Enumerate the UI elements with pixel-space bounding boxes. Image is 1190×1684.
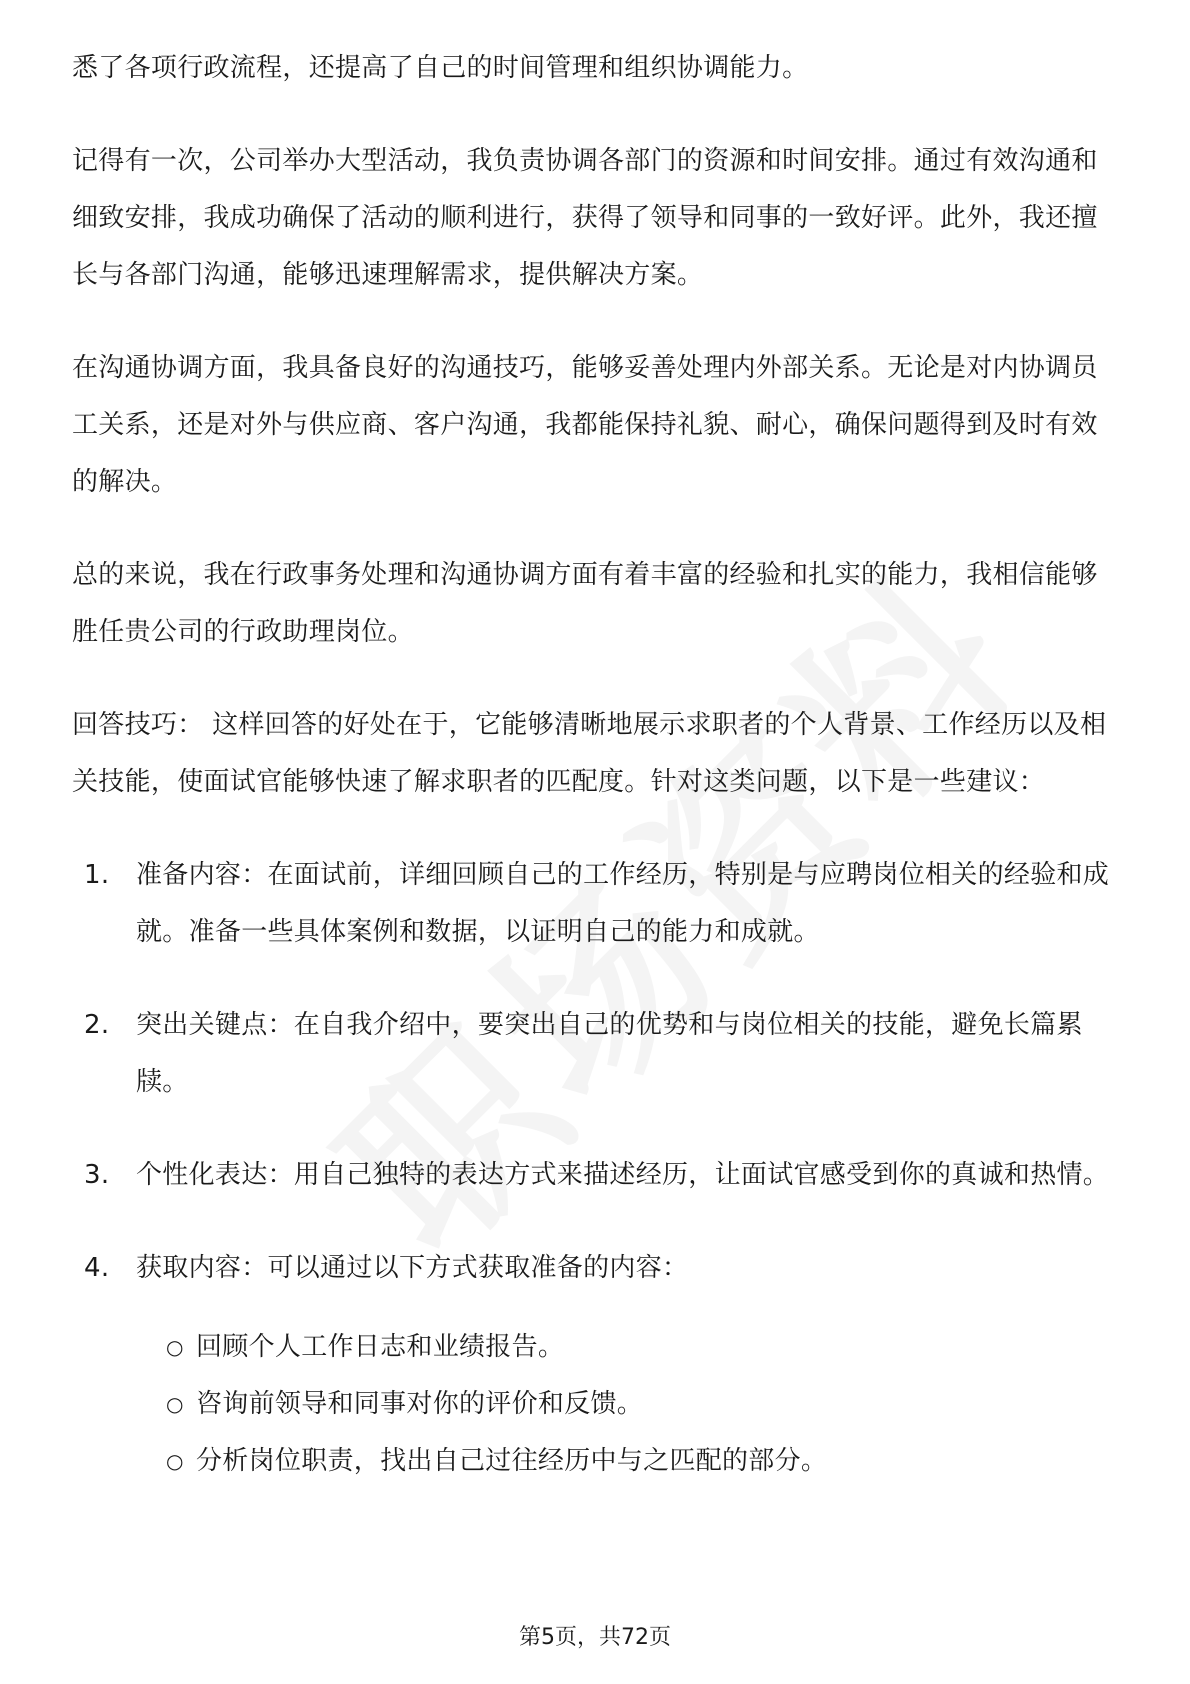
paragraph: 在沟通协调方面，我具备良好的沟通技巧，能够妥善处理内外部关系。无论是对内协调员工关系，还是对外与供应商、客户沟通，我都能保持礼貌、耐心，确保问题得到及时有效的解决。: [72, 353, 1098, 497]
sub-list: [136, 1319, 1122, 1490]
list-item: [84, 1147, 1122, 1204]
sub-list-item-text: 回顾个人工作日志和业绩报告。: [196, 1332, 565, 1362]
circle-bullet-icon: ○: [166, 1392, 184, 1416]
answer-tips-paragraph: 回答技巧： 这样回答的好处在于，它能够清晰地展示求职者的个人背景、工作经历以及相关技能，使面试官能够快速了解求职者的匹配度。针对这类问题，以下是一些建议：: [72, 710, 1107, 797]
list-number: 2.: [84, 1010, 110, 1040]
sub-list-item: [166, 1433, 1122, 1490]
sub-list-item-text: 分析岗位职责，找出自己过往经历中与之匹配的部分。: [196, 1446, 828, 1476]
document-body: [72, 40, 1122, 1526]
paragraph: 记得有一次，公司举办大型活动，我负责协调各部门的资源和时间安排。通过有效沟通和细致安排，我成功确保了活动的顺利进行，获得了领导和同事的一致好评。此外，我还擅长与各部门沟通，能够迅速理解需求，提供解决方案。: [72, 146, 1098, 290]
list-item-text: 个性化表达：用自己独特的表达方式来描述经历，让面试官感受到你的真诚和热情。: [136, 1160, 1110, 1190]
list-item-text: 准备内容：在面试前，详细回顾自己的工作经历，特别是与应聘岗位相关的经验和成就。准备一些具体案例和数据，以证明自己的能力和成就。: [136, 860, 1110, 947]
paragraph: 总的来说，我在行政事务处理和沟通协调方面有着丰富的经验和扎实的能力，我相信能够胜任贵公司的行政助理岗位。: [72, 560, 1098, 647]
list-number: 3.: [84, 1160, 110, 1190]
sub-list-item: [166, 1319, 1122, 1376]
paragraph: 悉了各项行政流程，还提高了自己的时间管理和组织协调能力。: [72, 53, 809, 83]
list-number: 1.: [84, 860, 110, 890]
circle-bullet-icon: ○: [166, 1335, 184, 1359]
tips-list: [72, 847, 1122, 1490]
list-item: [84, 847, 1122, 961]
list-item: [84, 1240, 1122, 1490]
list-item: [84, 997, 1122, 1111]
list-item-text: 获取内容：可以通过以下方式获取准备的内容：: [136, 1253, 689, 1283]
page-number-footer: 第5页，共72页: [519, 1625, 671, 1650]
sub-list-item: [166, 1376, 1122, 1433]
sub-list-item-text: 咨询前领导和同事对你的评价和反馈。: [196, 1389, 644, 1419]
circle-bullet-icon: ○: [166, 1449, 184, 1473]
list-item-text: 突出关键点：在自我介绍中，要突出自己的优势和与岗位相关的技能，避免长篇累牍。: [136, 1010, 1083, 1097]
list-number: 4.: [84, 1253, 110, 1283]
